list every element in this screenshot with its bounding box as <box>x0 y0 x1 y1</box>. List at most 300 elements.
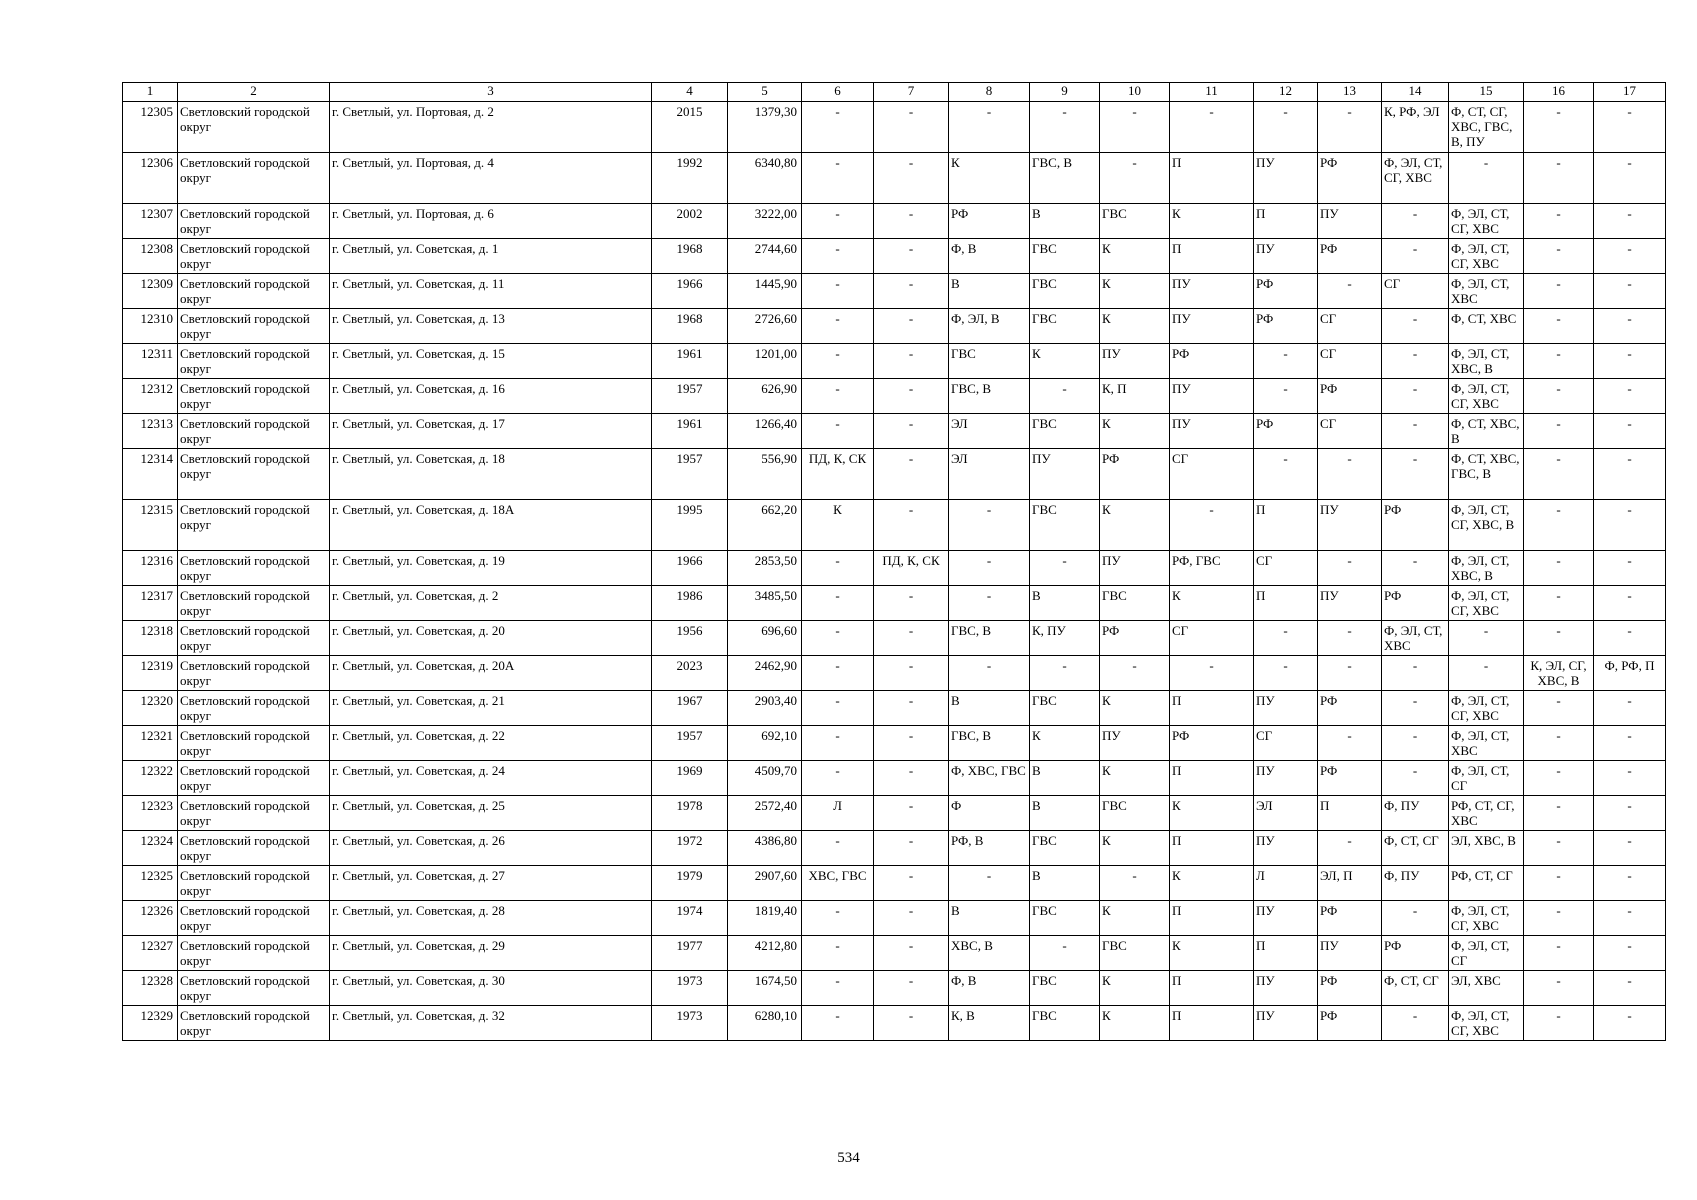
cell-col-13: - <box>1318 274 1382 309</box>
cell-col-17: - <box>1594 901 1666 936</box>
cell-col-7: - <box>874 500 949 551</box>
table-row <box>123 761 1666 796</box>
table-row <box>123 500 1666 551</box>
cell-col-10: К <box>1100 761 1170 796</box>
column-number-header-row <box>123 83 1666 102</box>
cell-col-15: Ф, ЭЛ, СТ, СГ, ХВС <box>1449 239 1524 274</box>
cell-col-12: РФ <box>1254 414 1318 449</box>
cell-col-14: РФ <box>1382 586 1449 621</box>
cell-col-11: РФ, ГВС <box>1170 551 1254 586</box>
cell-col-11: СГ <box>1170 449 1254 500</box>
cell-col-16: - <box>1524 691 1594 726</box>
cell-col-17: - <box>1594 586 1666 621</box>
cell-col-17: - <box>1594 239 1666 274</box>
cell-col-2: Светловский городской округ <box>178 500 330 551</box>
cell-col-2: Светловский городской округ <box>178 414 330 449</box>
cell-col-14: СГ <box>1382 274 1449 309</box>
column-number-10: 10 <box>1100 83 1170 102</box>
cell-col-7: - <box>874 309 949 344</box>
cell-col-1: 12329 <box>123 1006 178 1041</box>
cell-col-8: В <box>949 274 1030 309</box>
cell-col-4: 2023 <box>652 656 728 691</box>
cell-col-10: К <box>1100 831 1170 866</box>
cell-col-15: Ф, ЭЛ, СТ, СГ <box>1449 936 1524 971</box>
cell-col-13: ПУ <box>1318 500 1382 551</box>
cell-col-1: 12308 <box>123 239 178 274</box>
cell-col-10: К <box>1100 971 1170 1006</box>
table-row <box>123 971 1666 1006</box>
cell-col-11: ПУ <box>1170 379 1254 414</box>
cell-col-4: 1969 <box>652 761 728 796</box>
cell-col-3: г. Светлый, ул. Портовая, д. 2 <box>330 102 652 153</box>
table-row <box>123 1006 1666 1041</box>
cell-col-13: РФ <box>1318 901 1382 936</box>
cell-col-11: П <box>1170 971 1254 1006</box>
cell-col-16: - <box>1524 449 1594 500</box>
cell-col-10: К <box>1100 274 1170 309</box>
cell-col-4: 1995 <box>652 500 728 551</box>
cell-col-2: Светловский городской округ <box>178 239 330 274</box>
cell-col-4: 1961 <box>652 344 728 379</box>
table-row <box>123 586 1666 621</box>
cell-col-13: П <box>1318 796 1382 831</box>
cell-col-6: - <box>802 239 874 274</box>
cell-col-7: - <box>874 586 949 621</box>
cell-col-16: - <box>1524 239 1594 274</box>
cell-col-6: - <box>802 344 874 379</box>
cell-col-8: ХВС, В <box>949 936 1030 971</box>
cell-col-12: ПУ <box>1254 971 1318 1006</box>
cell-col-11: ПУ <box>1170 414 1254 449</box>
cell-col-9: - <box>1030 102 1100 153</box>
cell-col-7: - <box>874 656 949 691</box>
cell-col-4: 1968 <box>652 309 728 344</box>
cell-col-6: - <box>802 102 874 153</box>
cell-col-7: - <box>874 239 949 274</box>
cell-col-1: 12307 <box>123 204 178 239</box>
column-number-5: 5 <box>728 83 802 102</box>
cell-col-6: - <box>802 726 874 761</box>
cell-col-12: РФ <box>1254 309 1318 344</box>
cell-col-5: 626,90 <box>728 379 802 414</box>
cell-col-13: - <box>1318 551 1382 586</box>
cell-col-2: Светловский городской округ <box>178 691 330 726</box>
cell-col-9: ПУ <box>1030 449 1100 500</box>
cell-col-12: ПУ <box>1254 901 1318 936</box>
cell-col-1: 12313 <box>123 414 178 449</box>
cell-col-14: - <box>1382 449 1449 500</box>
cell-col-9: ГВС <box>1030 414 1100 449</box>
table-body <box>123 83 1666 1041</box>
cell-col-14: - <box>1382 901 1449 936</box>
cell-col-1: 12311 <box>123 344 178 379</box>
register-table-container <box>122 82 1666 1041</box>
cell-col-5: 1379,30 <box>728 102 802 153</box>
column-number-9: 9 <box>1030 83 1100 102</box>
cell-col-4: 1966 <box>652 274 728 309</box>
cell-col-1: 12316 <box>123 551 178 586</box>
cell-col-5: 2853,50 <box>728 551 802 586</box>
cell-col-11: П <box>1170 1006 1254 1041</box>
cell-col-14: - <box>1382 414 1449 449</box>
cell-col-13: РФ <box>1318 761 1382 796</box>
cell-col-9: В <box>1030 866 1100 901</box>
cell-col-13: - <box>1318 102 1382 153</box>
cell-col-5: 1819,40 <box>728 901 802 936</box>
cell-col-7: - <box>874 936 949 971</box>
cell-col-9: ГВС, В <box>1030 153 1100 204</box>
cell-col-15: Ф, ЭЛ, СТ, ХВС, В <box>1449 344 1524 379</box>
cell-col-1: 12312 <box>123 379 178 414</box>
cell-col-5: 2726,60 <box>728 309 802 344</box>
cell-col-8: - <box>949 586 1030 621</box>
cell-col-17: - <box>1594 414 1666 449</box>
cell-col-8: ЭЛ <box>949 414 1030 449</box>
cell-col-6: - <box>802 586 874 621</box>
cell-col-17: - <box>1594 500 1666 551</box>
cell-col-13: - <box>1318 449 1382 500</box>
cell-col-13: ПУ <box>1318 586 1382 621</box>
cell-col-12: - <box>1254 102 1318 153</box>
cell-col-10: ПУ <box>1100 726 1170 761</box>
cell-col-13: СГ <box>1318 414 1382 449</box>
cell-col-17: - <box>1594 449 1666 500</box>
cell-col-14: РФ <box>1382 936 1449 971</box>
cell-col-8: - <box>949 102 1030 153</box>
cell-col-5: 6340,80 <box>728 153 802 204</box>
cell-col-7: - <box>874 153 949 204</box>
cell-col-16: - <box>1524 309 1594 344</box>
cell-col-16: - <box>1524 500 1594 551</box>
cell-col-1: 12324 <box>123 831 178 866</box>
cell-col-6: - <box>802 761 874 796</box>
cell-col-11: П <box>1170 761 1254 796</box>
cell-col-8: Ф, ЭЛ, В <box>949 309 1030 344</box>
cell-col-4: 1992 <box>652 153 728 204</box>
cell-col-8: Ф, В <box>949 239 1030 274</box>
column-number-15: 15 <box>1449 83 1524 102</box>
cell-col-4: 1957 <box>652 726 728 761</box>
cell-col-8: ЭЛ <box>949 449 1030 500</box>
cell-col-3: г. Светлый, ул. Советская, д. 22 <box>330 726 652 761</box>
cell-col-17: - <box>1594 379 1666 414</box>
cell-col-5: 556,90 <box>728 449 802 500</box>
cell-col-5: 1201,00 <box>728 344 802 379</box>
cell-col-5: 662,20 <box>728 500 802 551</box>
cell-col-7: - <box>874 274 949 309</box>
table-row <box>123 153 1666 204</box>
cell-col-8: К, В <box>949 1006 1030 1041</box>
cell-col-3: г. Светлый, ул. Советская, д. 26 <box>330 831 652 866</box>
cell-col-14: Ф, ЭЛ, СТ, СГ, ХВС <box>1382 153 1449 204</box>
column-number-12: 12 <box>1254 83 1318 102</box>
cell-col-11: ПУ <box>1170 274 1254 309</box>
cell-col-4: 2002 <box>652 204 728 239</box>
cell-col-12: - <box>1254 379 1318 414</box>
cell-col-14: - <box>1382 379 1449 414</box>
table-row <box>123 726 1666 761</box>
cell-col-14: - <box>1382 309 1449 344</box>
cell-col-17: - <box>1594 1006 1666 1041</box>
table-row <box>123 414 1666 449</box>
cell-col-11: К <box>1170 866 1254 901</box>
cell-col-10: К <box>1100 414 1170 449</box>
cell-col-3: г. Светлый, ул. Советская, д. 2 <box>330 586 652 621</box>
cell-col-15: Ф, ЭЛ, СТ, СГ, ХВС <box>1449 379 1524 414</box>
cell-col-7: - <box>874 866 949 901</box>
cell-col-11: - <box>1170 500 1254 551</box>
cell-col-6: - <box>802 901 874 936</box>
cell-col-1: 12318 <box>123 621 178 656</box>
cell-col-4: 1979 <box>652 866 728 901</box>
cell-col-15: - <box>1449 621 1524 656</box>
cell-col-9: К <box>1030 344 1100 379</box>
cell-col-1: 12327 <box>123 936 178 971</box>
cell-col-13: СГ <box>1318 344 1382 379</box>
cell-col-9: ГВС <box>1030 239 1100 274</box>
cell-col-12: ПУ <box>1254 239 1318 274</box>
cell-col-6: К <box>802 500 874 551</box>
cell-col-6: - <box>802 691 874 726</box>
cell-col-14: РФ <box>1382 500 1449 551</box>
cell-col-16: - <box>1524 901 1594 936</box>
cell-col-16: - <box>1524 102 1594 153</box>
cell-col-15: Ф, ЭЛ, СТ, СГ, ХВС <box>1449 691 1524 726</box>
cell-col-15: Ф, ЭЛ, СТ, ХВС <box>1449 726 1524 761</box>
cell-col-6: - <box>802 379 874 414</box>
cell-col-4: 1968 <box>652 239 728 274</box>
cell-col-6: - <box>802 621 874 656</box>
cell-col-12: - <box>1254 449 1318 500</box>
column-number-4: 4 <box>652 83 728 102</box>
page-number: 534 <box>837 1150 860 1166</box>
cell-col-16: - <box>1524 831 1594 866</box>
cell-col-2: Светловский городской округ <box>178 866 330 901</box>
cell-col-15: Ф, СТ, ХВС, В <box>1449 414 1524 449</box>
cell-col-11: П <box>1170 831 1254 866</box>
cell-col-4: 1957 <box>652 379 728 414</box>
cell-col-12: - <box>1254 621 1318 656</box>
cell-col-8: ГВС, В <box>949 726 1030 761</box>
cell-col-1: 12306 <box>123 153 178 204</box>
table-row <box>123 831 1666 866</box>
cell-col-5: 1266,40 <box>728 414 802 449</box>
cell-col-3: г. Светлый, ул. Советская, д. 25 <box>330 796 652 831</box>
cell-col-7: - <box>874 379 949 414</box>
table-row <box>123 102 1666 153</box>
cell-col-4: 1957 <box>652 449 728 500</box>
cell-col-8: Ф <box>949 796 1030 831</box>
cell-col-10: К <box>1100 901 1170 936</box>
cell-col-15: Ф, ЭЛ, СТ, СГ, ХВС <box>1449 1006 1524 1041</box>
cell-col-16: К, ЭЛ, СГ, ХВС, В <box>1524 656 1594 691</box>
cell-col-13: СГ <box>1318 309 1382 344</box>
cell-col-11: ПУ <box>1170 309 1254 344</box>
cell-col-16: - <box>1524 971 1594 1006</box>
table-row <box>123 796 1666 831</box>
cell-col-13: РФ <box>1318 239 1382 274</box>
cell-col-11: - <box>1170 102 1254 153</box>
cell-col-10: К <box>1100 309 1170 344</box>
cell-col-16: - <box>1524 726 1594 761</box>
cell-col-11: К <box>1170 586 1254 621</box>
table-row <box>123 691 1666 726</box>
column-number-8: 8 <box>949 83 1030 102</box>
cell-col-1: 12326 <box>123 901 178 936</box>
cell-col-17: - <box>1594 936 1666 971</box>
cell-col-10: - <box>1100 656 1170 691</box>
cell-col-15: Ф, СТ, ХВС, ГВС, В <box>1449 449 1524 500</box>
cell-col-14: К, РФ, ЭЛ <box>1382 102 1449 153</box>
cell-col-1: 12315 <box>123 500 178 551</box>
table-row <box>123 551 1666 586</box>
cell-col-10: - <box>1100 102 1170 153</box>
table-row <box>123 239 1666 274</box>
cell-col-10: РФ <box>1100 621 1170 656</box>
cell-col-6: ПД, К, СК <box>802 449 874 500</box>
cell-col-9: - <box>1030 551 1100 586</box>
cell-col-6: - <box>802 971 874 1006</box>
cell-col-2: Светловский городской округ <box>178 726 330 761</box>
cell-col-8: К <box>949 153 1030 204</box>
cell-col-3: г. Светлый, ул. Советская, д. 16 <box>330 379 652 414</box>
cell-col-17: - <box>1594 691 1666 726</box>
table-row <box>123 449 1666 500</box>
cell-col-16: - <box>1524 1006 1594 1041</box>
cell-col-11: П <box>1170 901 1254 936</box>
cell-col-2: Светловский городской округ <box>178 831 330 866</box>
cell-col-7: - <box>874 726 949 761</box>
cell-col-15: Ф, ЭЛ, СТ, ХВС, В <box>1449 551 1524 586</box>
cell-col-10: РФ <box>1100 449 1170 500</box>
cell-col-11: СГ <box>1170 621 1254 656</box>
cell-col-4: 1977 <box>652 936 728 971</box>
cell-col-11: К <box>1170 204 1254 239</box>
cell-col-10: К <box>1100 691 1170 726</box>
cell-col-1: 12323 <box>123 796 178 831</box>
cell-col-5: 6280,10 <box>728 1006 802 1041</box>
cell-col-15: Ф, ЭЛ, СТ, СГ, ХВС <box>1449 901 1524 936</box>
cell-col-17: - <box>1594 551 1666 586</box>
cell-col-9: В <box>1030 796 1100 831</box>
cell-col-5: 4212,80 <box>728 936 802 971</box>
cell-col-12: ПУ <box>1254 1006 1318 1041</box>
cell-col-3: г. Светлый, ул. Советская, д. 21 <box>330 691 652 726</box>
cell-col-7: - <box>874 414 949 449</box>
cell-col-3: г. Светлый, ул. Советская, д. 20 <box>330 621 652 656</box>
cell-col-17: - <box>1594 866 1666 901</box>
cell-col-2: Светловский городской округ <box>178 901 330 936</box>
cell-col-9: ГВС <box>1030 309 1100 344</box>
cell-col-10: ПУ <box>1100 551 1170 586</box>
cell-col-3: г. Светлый, ул. Советская, д. 32 <box>330 1006 652 1041</box>
cell-col-14: - <box>1382 691 1449 726</box>
cell-col-10: - <box>1100 866 1170 901</box>
cell-col-15: Ф, СТ, ХВС <box>1449 309 1524 344</box>
cell-col-2: Светловский городской округ <box>178 621 330 656</box>
cell-col-17: - <box>1594 153 1666 204</box>
cell-col-2: Светловский городской округ <box>178 274 330 309</box>
cell-col-8: РФ <box>949 204 1030 239</box>
cell-col-15: РФ, СТ, СГ, ХВС <box>1449 796 1524 831</box>
cell-col-8: - <box>949 656 1030 691</box>
cell-col-13: - <box>1318 831 1382 866</box>
cell-col-13: ПУ <box>1318 204 1382 239</box>
cell-col-15: Ф, ЭЛ, СТ, СГ <box>1449 761 1524 796</box>
table-row <box>123 936 1666 971</box>
cell-col-15: Ф, ЭЛ, СТ, ХВС <box>1449 274 1524 309</box>
cell-col-17: - <box>1594 761 1666 796</box>
cell-col-2: Светловский городской округ <box>178 656 330 691</box>
cell-col-5: 1445,90 <box>728 274 802 309</box>
table-row <box>123 309 1666 344</box>
cell-col-3: г. Светлый, ул. Советская, д. 30 <box>330 971 652 1006</box>
cell-col-4: 1966 <box>652 551 728 586</box>
cell-col-5: 4386,80 <box>728 831 802 866</box>
cell-col-16: - <box>1524 936 1594 971</box>
cell-col-13: РФ <box>1318 1006 1382 1041</box>
cell-col-4: 1973 <box>652 971 728 1006</box>
cell-col-13: ПУ <box>1318 936 1382 971</box>
column-number-6: 6 <box>802 83 874 102</box>
cell-col-10: К <box>1100 239 1170 274</box>
cell-col-14: - <box>1382 239 1449 274</box>
cell-col-8: В <box>949 691 1030 726</box>
cell-col-8: РФ, В <box>949 831 1030 866</box>
cell-col-2: Светловский городской округ <box>178 153 330 204</box>
cell-col-6: - <box>802 204 874 239</box>
table-row <box>123 901 1666 936</box>
cell-col-7: - <box>874 796 949 831</box>
cell-col-10: ПУ <box>1100 344 1170 379</box>
cell-col-15: ЭЛ, ХВС <box>1449 971 1524 1006</box>
cell-col-1: 12320 <box>123 691 178 726</box>
cell-col-15: Ф, ЭЛ, СТ, СГ, ХВС <box>1449 204 1524 239</box>
cell-col-14: - <box>1382 761 1449 796</box>
cell-col-7: - <box>874 831 949 866</box>
cell-col-11: РФ <box>1170 726 1254 761</box>
cell-col-15: Ф, ЭЛ, СТ, СГ, ХВС <box>1449 586 1524 621</box>
cell-col-3: г. Светлый, ул. Советская, д. 17 <box>330 414 652 449</box>
cell-col-4: 1974 <box>652 901 728 936</box>
cell-col-7: - <box>874 621 949 656</box>
cell-col-4: 1978 <box>652 796 728 831</box>
cell-col-6: - <box>802 274 874 309</box>
cell-col-2: Светловский городской округ <box>178 936 330 971</box>
cell-col-2: Светловский городской округ <box>178 796 330 831</box>
cell-col-5: 4509,70 <box>728 761 802 796</box>
cell-col-12: РФ <box>1254 274 1318 309</box>
cell-col-13: - <box>1318 621 1382 656</box>
column-number-13: 13 <box>1318 83 1382 102</box>
cell-col-4: 1973 <box>652 1006 728 1041</box>
column-number-11: 11 <box>1170 83 1254 102</box>
cell-col-2: Светловский городской округ <box>178 102 330 153</box>
cell-col-4: 1956 <box>652 621 728 656</box>
cell-col-9: ГВС <box>1030 691 1100 726</box>
cell-col-7: - <box>874 1006 949 1041</box>
cell-col-3: г. Светлый, ул. Советская, д. 13 <box>330 309 652 344</box>
cell-col-2: Светловский городской округ <box>178 761 330 796</box>
cell-col-17: - <box>1594 831 1666 866</box>
cell-col-4: 1986 <box>652 586 728 621</box>
cell-col-15: ЭЛ, ХВС, В <box>1449 831 1524 866</box>
cell-col-16: - <box>1524 204 1594 239</box>
cell-col-16: - <box>1524 866 1594 901</box>
cell-col-12: - <box>1254 344 1318 379</box>
cell-col-16: - <box>1524 551 1594 586</box>
cell-col-10: ГВС <box>1100 586 1170 621</box>
